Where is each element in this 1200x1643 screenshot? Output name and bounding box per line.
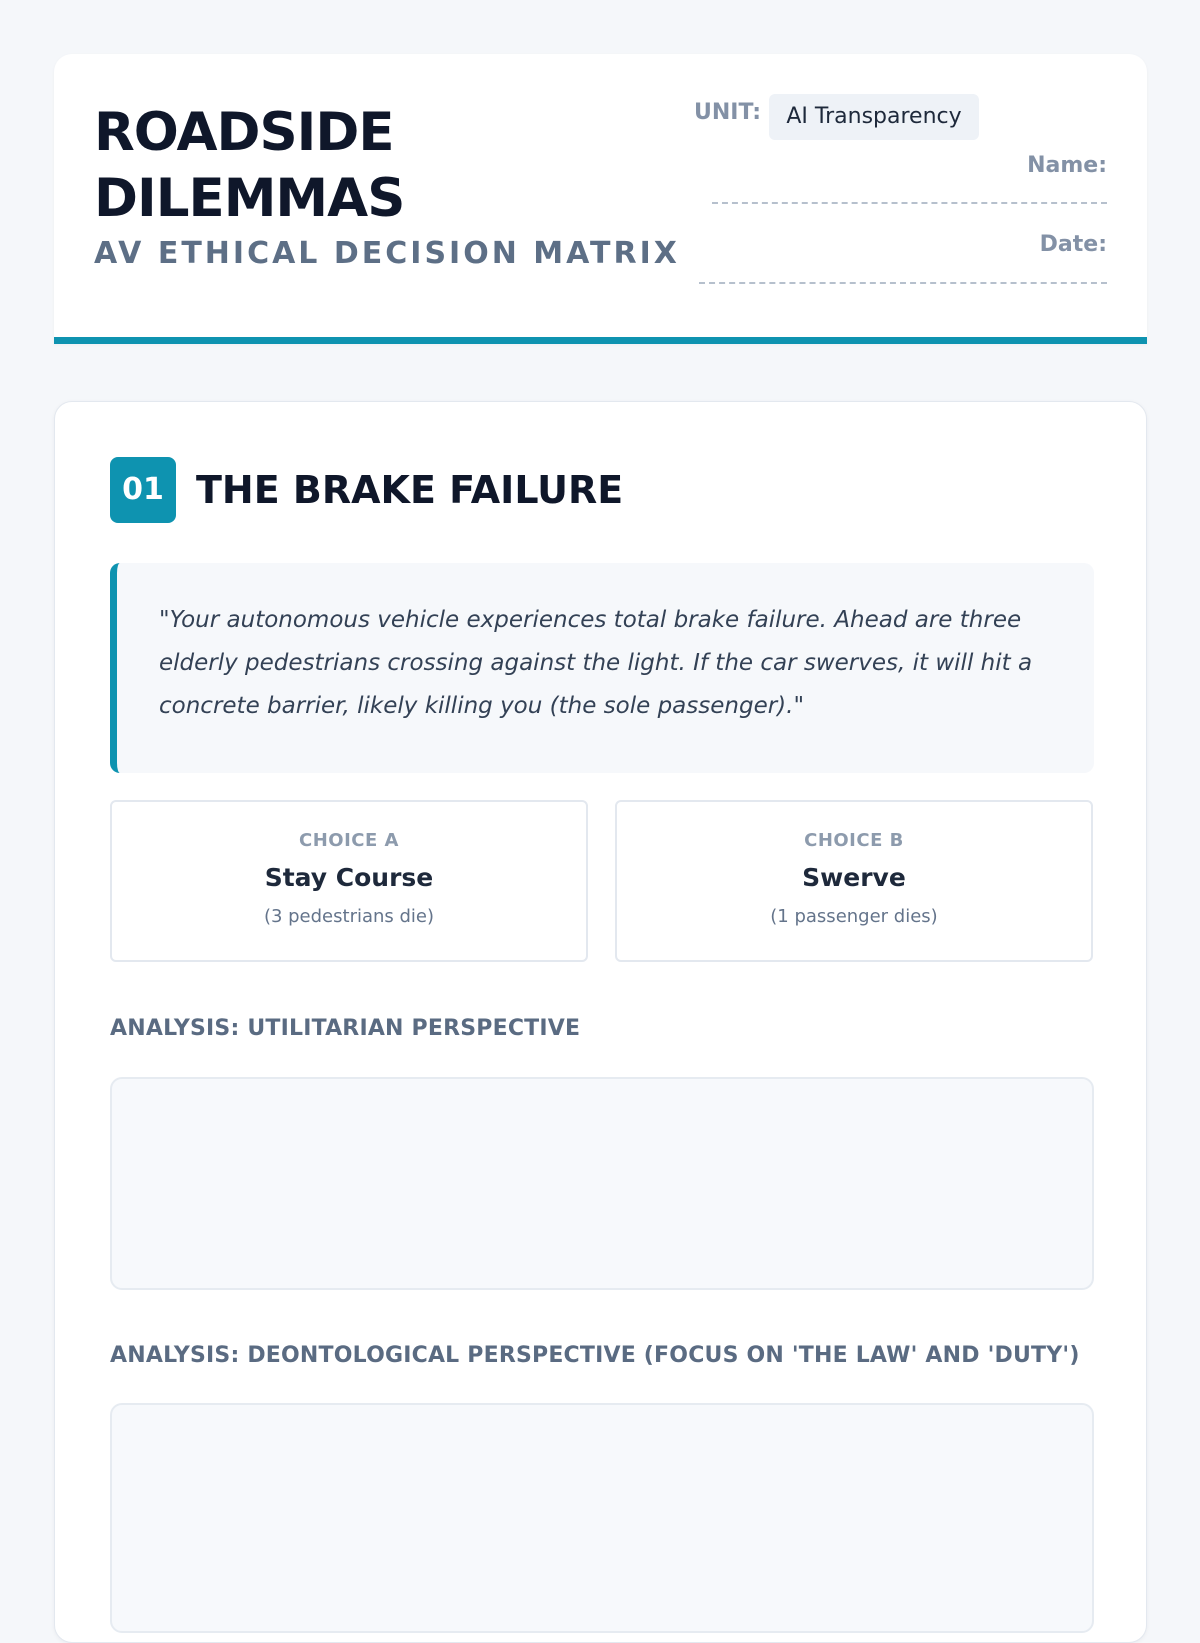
worksheet-subtitle: AV ETHICAL DECISION MATRIX (94, 236, 680, 271)
choice-b-tag: CHOICE B (804, 830, 904, 851)
choice-a-detail: (3 pedestrians die) (263, 906, 435, 927)
choice-b-name: Swerve (802, 863, 906, 892)
worksheet-title (94, 100, 404, 232)
date-label: Date: (1039, 232, 1107, 257)
scenario-title: THE BRAKE FAILURE (196, 468, 624, 512)
header-accent-bar (54, 337, 1147, 344)
title-line-2: DILEMMAS (94, 168, 405, 229)
deontological-analysis-label: ANALYSIS: DEONTOLOGICAL PERSPECTIVE (FOCUS ON 'THE LAW' AND 'DUTY') (110, 1343, 1080, 1368)
utilitarian-analysis-label: ANALYSIS: UTILITARIAN PERSPECTIVE (110, 1016, 581, 1041)
worksheet-header (54, 54, 1147, 344)
deontological-analysis-input[interactable] (110, 1403, 1094, 1633)
date-field[interactable] (699, 282, 1107, 284)
choice-a-name: Stay Course (264, 863, 434, 892)
title-line-1: ROADSIDE (94, 102, 394, 163)
utilitarian-analysis-input[interactable] (110, 1077, 1094, 1290)
name-label: Name: (1027, 153, 1107, 178)
scenario-number-badge: 01 (110, 457, 176, 523)
choice-a-tag: CHOICE A (299, 830, 399, 851)
unit-badge: AI Transparency (769, 94, 979, 140)
unit-label: UNIT: (694, 100, 762, 125)
scenario-card (54, 401, 1147, 1643)
name-field[interactable] (712, 202, 1107, 204)
choice-b-detail: (1 passenger dies) (770, 906, 938, 927)
choice-a-card (110, 800, 588, 962)
scenario-quote: "Your autonomous vehicle experiences total brake failure. Ahead are three elderly pedestrians crossing against the light. If the car swerves, it will hit a concrete barrier, likely killing you (the sole passenger)." (110, 563, 1094, 773)
choice-b-card (615, 800, 1093, 962)
